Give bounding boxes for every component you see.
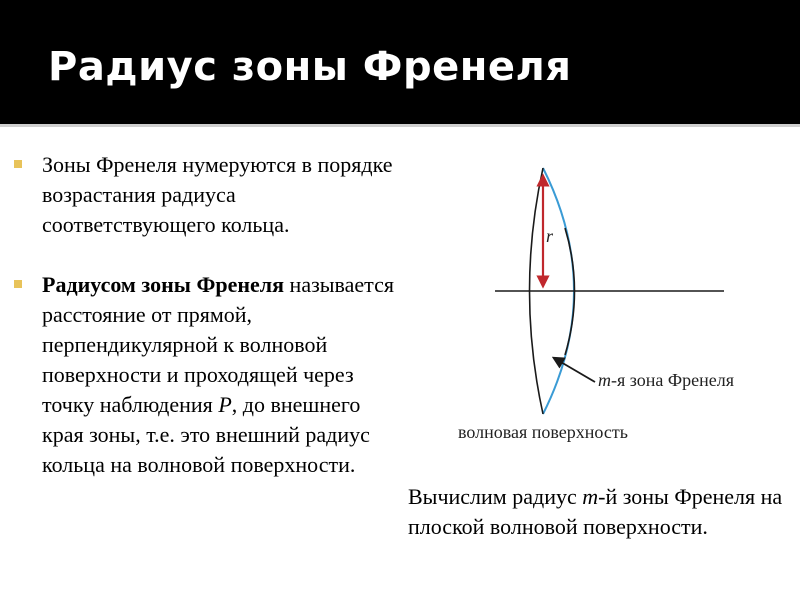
radius-label: r: [546, 226, 554, 246]
bullet-term: Радиусом зоны Френеля: [42, 272, 285, 297]
bullet-text: Зоны Френеля нумеруются в порядке возрастания радиуса соответствующего кольца.: [42, 152, 393, 237]
bullet-list: [14, 150, 394, 480]
title-bar: [0, 0, 800, 124]
fresnel-zone-diagram: [450, 160, 780, 450]
conclusion-text: [408, 482, 788, 542]
bullet-zone-radius-definition: [14, 270, 394, 480]
title-divider: [0, 124, 800, 127]
slide-title: Радиус зоны Френеля: [48, 44, 572, 90]
square-bullet-icon: [14, 280, 22, 288]
zone-label: [598, 370, 734, 390]
wave-surface-label: волновая поверхность: [458, 422, 628, 442]
bullet-zone-numbering: [14, 150, 394, 240]
square-bullet-icon: [14, 160, 22, 168]
point-label: P: [218, 392, 232, 417]
zone-label-m: m: [598, 370, 611, 390]
zone-pointer-arrow: [554, 358, 595, 382]
conclusion-m: m: [582, 484, 599, 509]
zone-label-rest: -я зона Френеля: [611, 370, 734, 390]
conclusion-text-start: Вычислим радиус: [408, 484, 583, 509]
conclusion-text-end: -й зоны Френеля на плоской волновой поверхности.: [408, 484, 783, 539]
bullet-text: называется расстояние от прямой, перпендикулярной к волновой поверхности и проходящей через точку наблюдения: [42, 272, 394, 417]
bullet-text-end: , до внешнего края зоны, т.е. это внешний радиус кольца на волновой поверхности.: [42, 392, 370, 477]
